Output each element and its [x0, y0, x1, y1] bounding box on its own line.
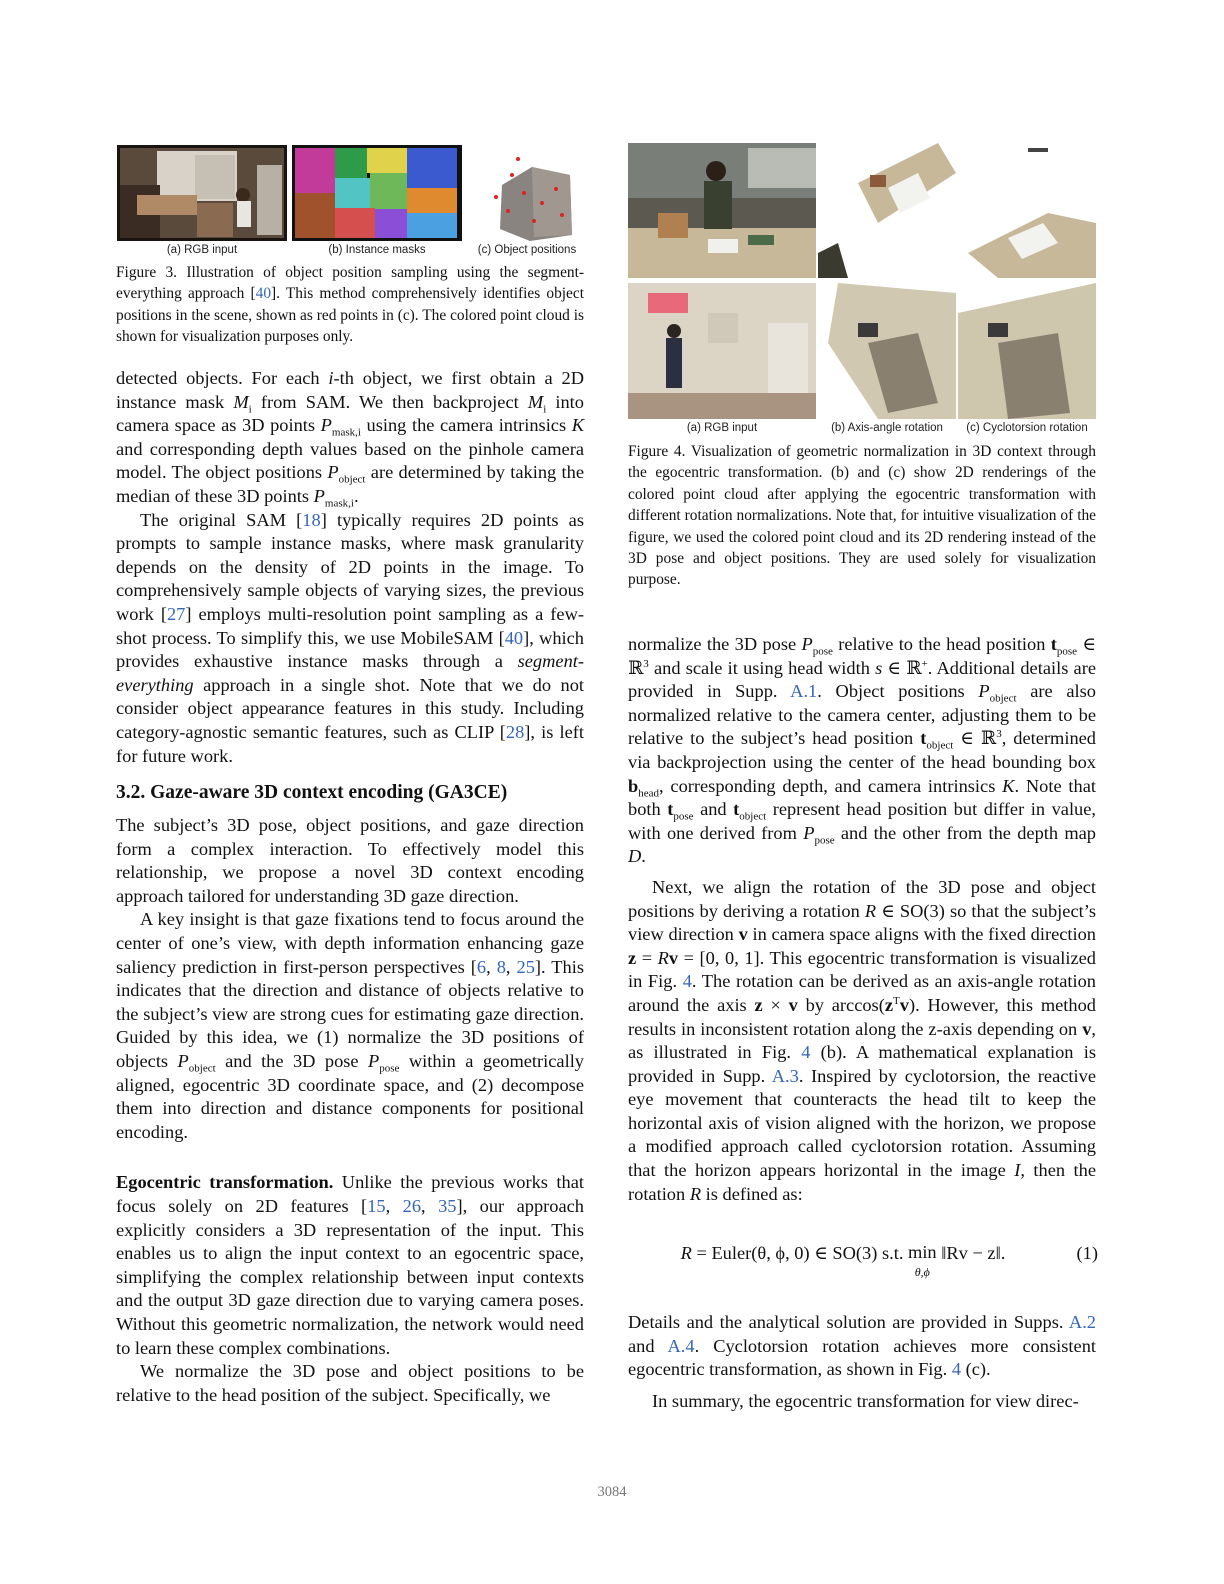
- figure-4-caption: Figure 4. Visualization of geometric normalization in 3D context through the egocentric transformation. (b) and (c) show 2D renderings of the colored point cloud after applying the egocentric transformation with different rotation normalizations. Note that, for intuitive visualization of the figure, we used the colored point cloud and its 2D rendering instead of the 3D pose and object positions. They are used solely for visualization purpose.: [628, 443, 1096, 589]
- supplement-link[interactable]: A.3: [771, 1065, 799, 1086]
- figure-link[interactable]: 4: [682, 971, 692, 992]
- paragraph: detected objects. For each i-th object, we first obtain a 2D instance mask $M_i$ from SAM. We then backproject $M_i$ into camera space as 3D points $P_{mask,i}$ using the camera intrinsics K and corresponding depth values based on the pinhole camera model. The object positions $P_{object}$ are determined by taking the median of these 3D points $P_{mask,i}$.: [116, 368, 584, 510]
- paragraph: Next, we align the rotation of the 3D pose and object positions by deriving a rotation R ∈ SO(3) so that the subject’s view direction v in camera space aligns with the fixed direction z = Rv = [0, 0, 1]. This egocentric transformation is visualized in Fig. 4. The rotation can be derived as an axis-angle rotation around the axis z × v by $\arccos(z^Tv)$. However, this method results in inconsistent rotation along the z-axis depending on v, as illustrated in Fig. 4 (b). A mathematical explanation is provided in Supp. A.3. Inspired by cyclotorsion, the reactive eye movement that counteracts the head tilt to keep the horizontal axis of vision aligned with the horizon, we propose a modified approach called cyclotorsion rotation. Assuming that the horizon appears horizontal in the image I, then the rotation R is defined as:: [628, 876, 1097, 1204]
- equation-number: (1): [1076, 1243, 1098, 1263]
- paragraph: The subject’s 3D pose, object positions, and gaze direction form a complex interaction. To effectively model this relationship, we propose a novel 3D context encoding approach tailored for understanding 3D gaze direction.: [116, 815, 584, 906]
- paragraph-heading: Egocentric transformation.: [116, 1172, 334, 1193]
- paragraph: The original SAM [18] typically requires 2D points as prompts to sample instance masks, where mask granularity depends on the density of 2D points in the image. To comprehensively sample objects of varying sizes, the previous work [27] employs multi-resolution point sampling as a few-shot process. To simplify this, we use MobileSAM [40], which provides exhaustive instance masks through a segment-everything approach in a single shot. Note that we do not consider object appearance features in this study. Including category-agnostic semantic features, such as CLIP [28], is left for future work.: [116, 509, 585, 766]
- figure-link[interactable]: 4: [801, 1042, 811, 1063]
- figure-3c-object-positions-image: [472, 145, 584, 241]
- citation-link[interactable]: 26: [402, 1196, 422, 1216]
- paragraph: normalize the 3D pose $P_{pose}$ relative to the head position $t_{pose}$ ∈ ℝ$^3$ and scale it using head width s ∈ ℝ+. Additional details are provided in Supp. A.1. Object positions $P_{object}$ are also normalized relative to the camera center, adjusting them to be relative to the subject’s head position $t_{object}$ ∈ ℝ$^3$, determined via backprojection using the center of the head bounding box $b_{head}$, corresponding depth, and camera intrinsics K. Note that both $t_{pose}$ and $t_{object}$ represent head position but differ in value, with one derived from $P_{pose}$ and the other from the depth map D.: [628, 634, 1097, 867]
- citation-link[interactable]: 15: [367, 1196, 386, 1216]
- paragraph: A key insight is that gaze fixations tend to focus around the center of one’s view, with depth information enhancing gaze saliency prediction in first-person perspectives [6, 8, 25]. This indicates that the direction and distance of objects relative to the subject’s view are strong cues for estimating gaze direction. Guided by this idea, we (1) normalize the 3D positions of objects $P_{object}$ and the 3D pose $P_{pose}$ within a geometrically aligned, egocentric 3D coordinate space, and (2) decompose them into direction and distance components for positional encoding.: [116, 909, 585, 1142]
- figure-3a-rgb-input-image: [117, 145, 287, 241]
- citation-link[interactable]: 40: [255, 285, 272, 303]
- paragraph: Details and the analytical solution are provided in Supps. A.2 and A.4. Cyclotorsion rotation achieves more consistent egocentric transformation, as shown in Fig. 4 (c).: [628, 1312, 1097, 1380]
- citation-link[interactable]: 25: [516, 956, 535, 977]
- citation-link[interactable]: 35: [438, 1196, 457, 1216]
- figure-4a-label: (a) RGB input: [686, 422, 758, 434]
- citation-link[interactable]: 40: [504, 627, 524, 648]
- figure-4-row2-rgb-input-image: [628, 283, 816, 419]
- section-heading: 3.2. Gaze-aware 3D context encoding (GA3CE): [116, 782, 508, 804]
- supplement-link[interactable]: A.2: [1068, 1312, 1096, 1332]
- page-number: 3084: [597, 1484, 627, 1500]
- figure-4c-label: (c) Cyclotorsion rotation: [966, 422, 1088, 434]
- right-column-upper: [628, 633, 1096, 1206]
- equation-1: R = Euler(θ, ϕ, 0) ∈ SO(3) s.t. min θ,ϕ ‖Rv − z‖. (1): [680, 1242, 1098, 1279]
- figure-4b-label: (b) Axis-angle rotation: [831, 422, 943, 434]
- figure-3-caption: Figure 3. Illustration of object position sampling using the segment-everything approach [40]. This method comprehensively identifies object positions in the scene, shown as red points in (c). The colored point cloud is shown for visualization purposes only.: [116, 264, 584, 346]
- figure-4-row1-axis-angle-rotation-image: [818, 143, 956, 278]
- figure-3c-label: (c) Object positions: [477, 244, 577, 256]
- citation-link[interactable]: 27: [166, 603, 186, 624]
- paragraph: Egocentric transformation. Unlike the previous works that focus solely on 2D features [15, 26, 35], our approach explicitly considers a 3D representation of the input. This enables us to align the input context to an egocentric space, simplifying the complex relationship between input contexts and the output 3D gaze direction due to varying camera poses. Without this geometric normalization, the network would need to learn these complex combinations.: [116, 1172, 584, 1358]
- figure-4-row2-axis-angle-rotation-image: [818, 283, 956, 419]
- paragraph: In summary, the egocentric transformation for view direc-: [652, 1390, 1079, 1411]
- figure-4-row1-cyclotorsion-rotation-image: [958, 143, 1096, 278]
- figure-3b-instance-masks-image: [292, 145, 462, 241]
- figure-3b-label: (b) Instance masks: [328, 244, 426, 256]
- supplement-link[interactable]: A.1: [790, 681, 818, 702]
- figure-link[interactable]: 4: [951, 1359, 962, 1380]
- figure-4-row2-cyclotorsion-rotation-image: [958, 283, 1096, 419]
- citation-link[interactable]: 28: [505, 721, 525, 742]
- paragraph: We normalize the 3D pose and object positions to be relative to the head position of the subject. Specifically, we: [116, 1361, 584, 1405]
- figure-4-row1-rgb-input-image: [628, 143, 816, 278]
- citation-link[interactable]: 18: [302, 509, 321, 530]
- figure-3a-label: (a) RGB input: [166, 244, 238, 256]
- citation-link[interactable]: 8: [496, 956, 506, 977]
- right-column-lower: [628, 1311, 1096, 1413]
- citation-link[interactable]: 6: [476, 956, 487, 977]
- supplement-link[interactable]: A.4: [667, 1335, 695, 1356]
- left-column: [116, 367, 584, 1407]
